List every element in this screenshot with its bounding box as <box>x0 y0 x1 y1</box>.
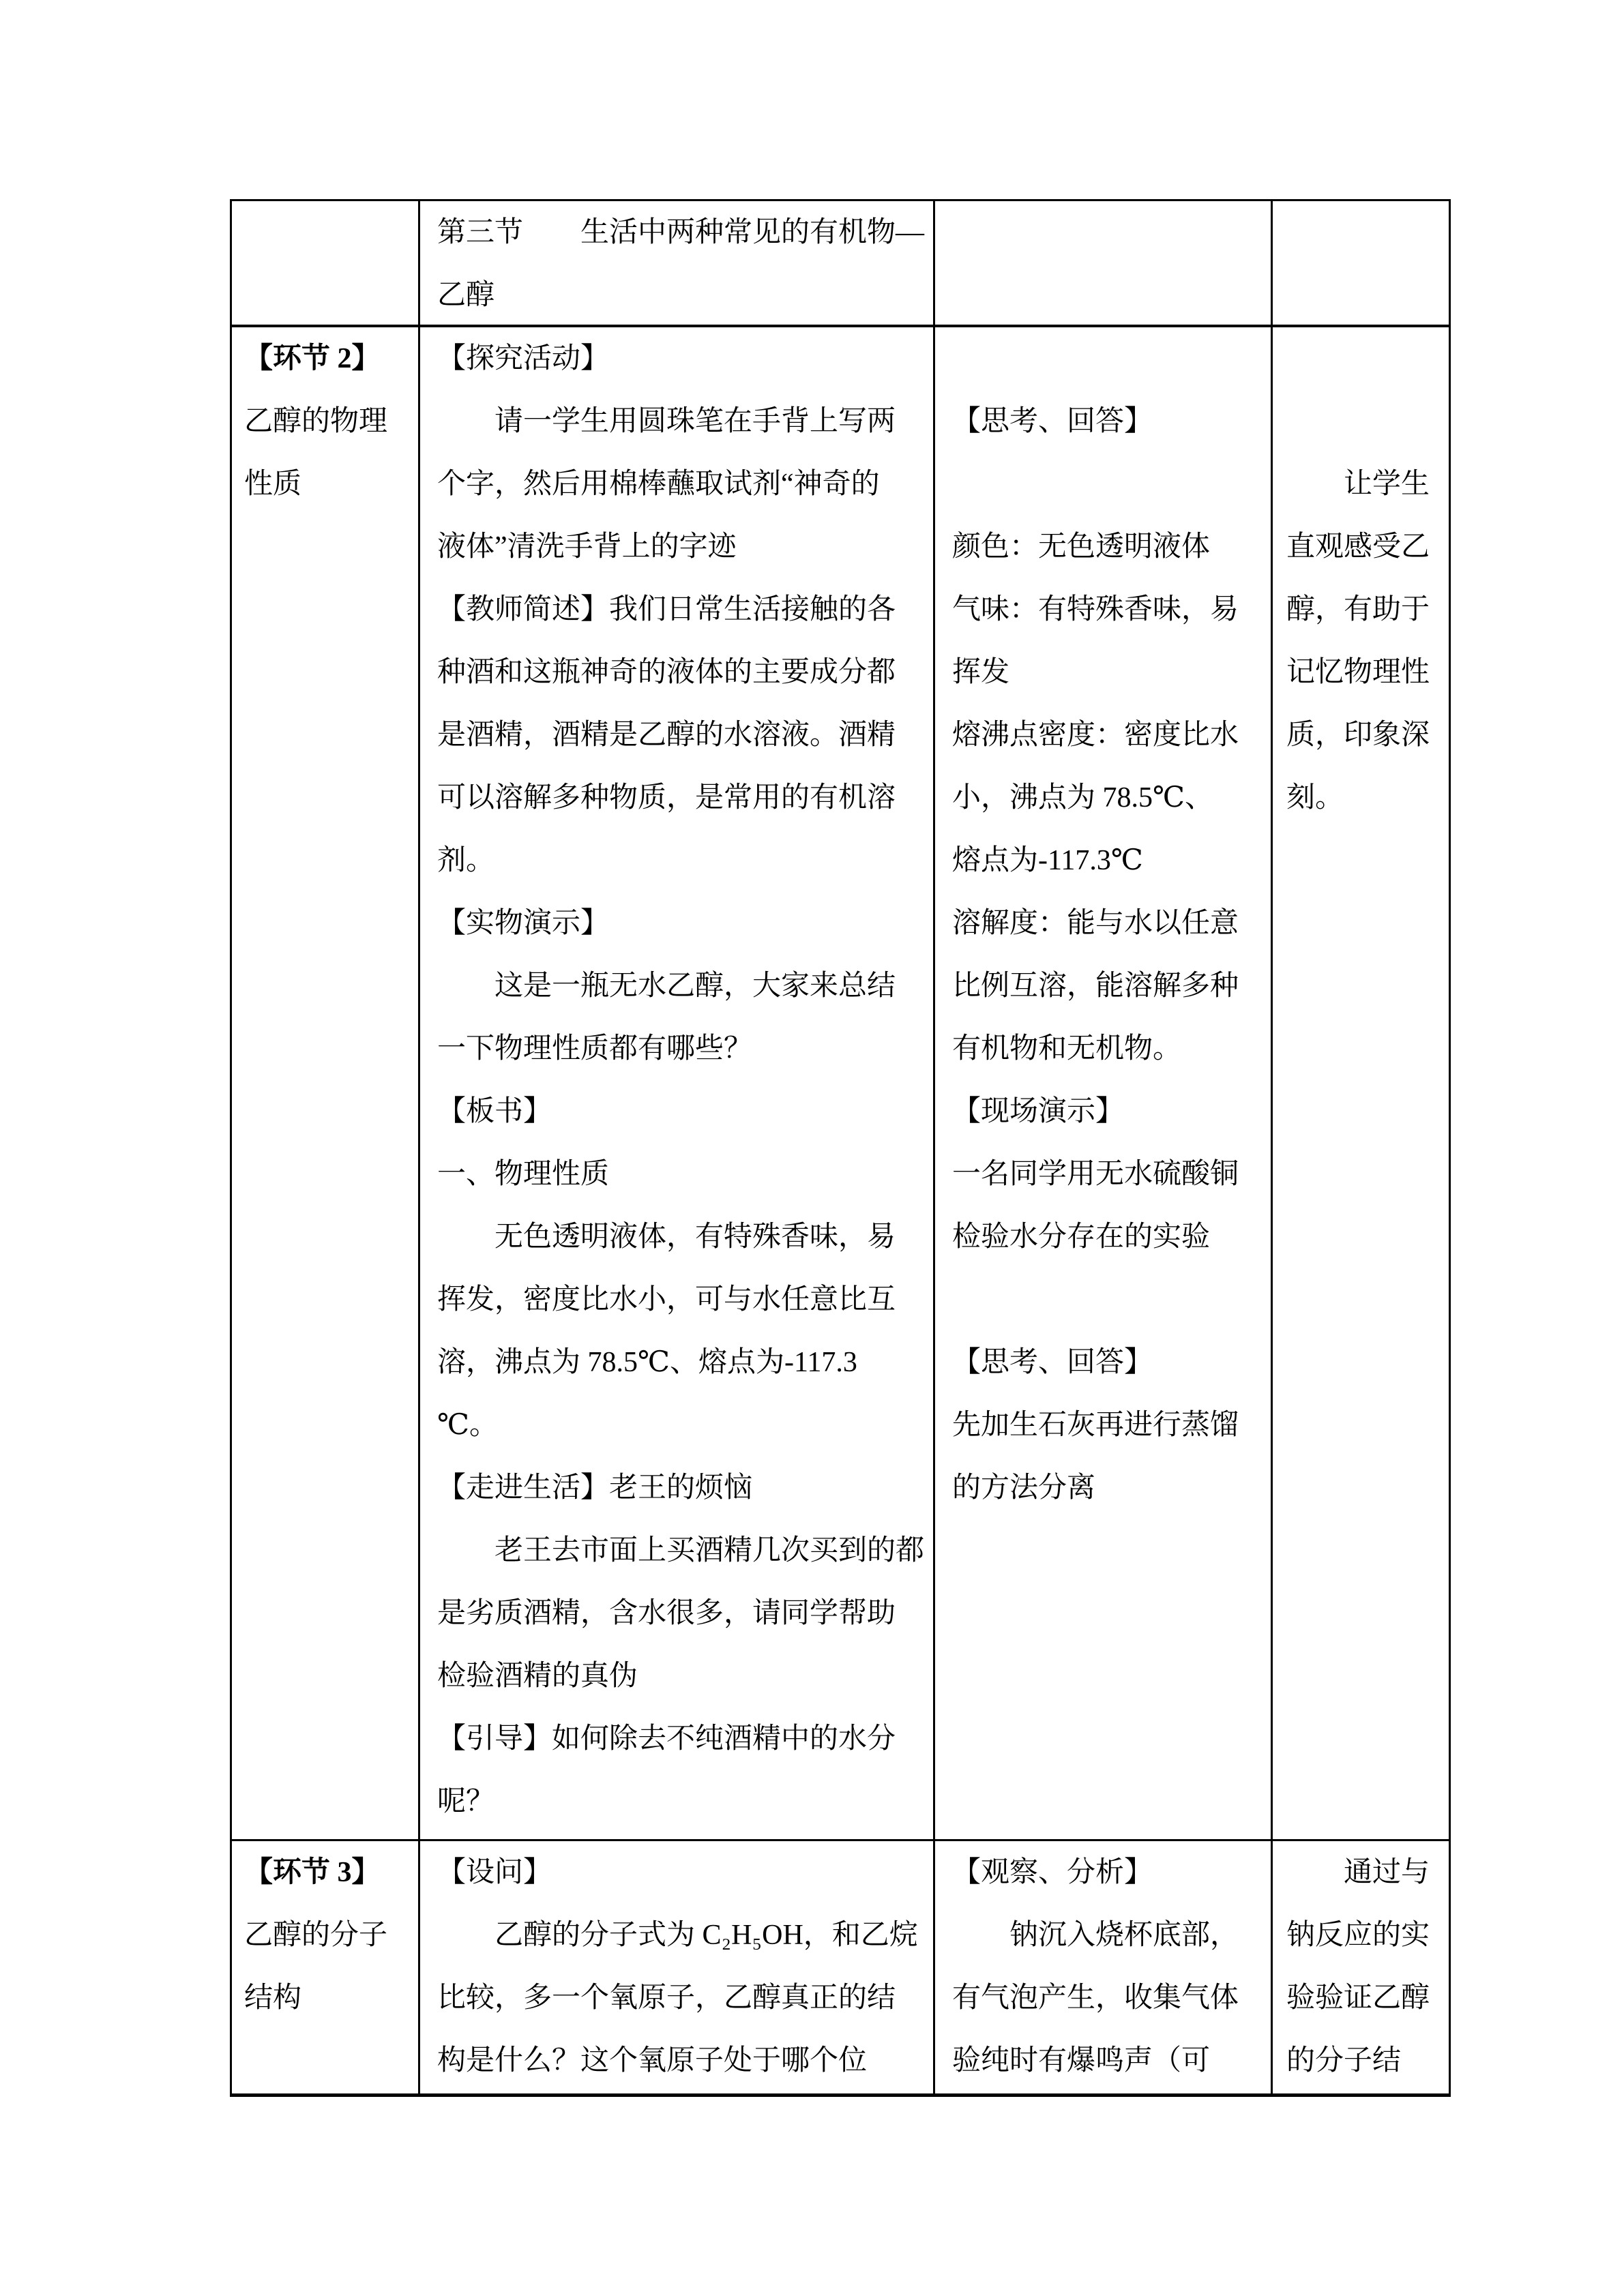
text-line: 可以溶解多种物质，是常用的有机溶 <box>437 782 896 814</box>
text-line: 比例互溶，能溶解多种 <box>952 970 1239 1002</box>
text-line: 气味：有特殊香味，易 <box>952 594 1239 625</box>
text-line: 验纯时有爆鸣声（可 <box>952 2045 1211 2076</box>
text-line: 【探究活动】 <box>437 343 610 374</box>
text-line: 性质 <box>244 468 302 500</box>
text-line: 小，沸点为 78.5℃、 <box>952 782 1213 814</box>
text-line: 先加生石灰再进行蒸馏 <box>952 1410 1239 1441</box>
text-line: 第三节 生活中两种常见的有机物— <box>437 217 925 248</box>
text-line: 溶，沸点为 78.5℃、熔点为-117.3 <box>437 1347 857 1378</box>
text-line: 老王去市面上买酒精几次买到的都 <box>437 1535 925 1566</box>
cell-row1-col4 <box>1273 201 1451 327</box>
text-line: 【思考、回答】 <box>952 406 1153 437</box>
text-line: 比较，多一个氧原子，乙醇真正的结 <box>437 1982 896 2014</box>
text-line: 请一学生用圆珠笔在手背上写两 <box>437 406 896 437</box>
text-line <box>952 327 1263 390</box>
text-line <box>952 1268 1263 1331</box>
text-line: ℃。 <box>437 1410 498 1441</box>
text-line: 挥发，密度比水小，可与水任意比互 <box>437 1284 896 1315</box>
text-line: 刻。 <box>1286 782 1344 814</box>
text-line: 乙醇的分子 <box>244 1920 388 1951</box>
text-line: 呢？ <box>437 1786 495 1817</box>
text-line: 颜色：无色透明液体 <box>952 531 1211 563</box>
text-line: 【思考、回答】 <box>952 1347 1153 1378</box>
text-line: 验验证乙醇 <box>1286 1982 1430 2014</box>
text-line: 有机物和无机物。 <box>952 1033 1182 1064</box>
text-line: 液体”清洗手背上的字迹 <box>437 531 737 563</box>
text-line: 钠沉入烧杯底部， <box>952 1920 1239 1951</box>
cell-stage2-design-intent <box>1273 327 1451 1841</box>
text-line: 是酒精，酒精是乙醇的水溶液。酒精 <box>437 719 896 751</box>
text-line: 【环节 2】 <box>244 343 381 374</box>
text-line: 溶解度：能与水以任意 <box>952 908 1239 939</box>
cell-stage2-teacher-activity <box>420 327 935 1841</box>
text-line <box>1286 327 1441 390</box>
text-line: 直观感受乙 <box>1286 531 1430 563</box>
text-line: 一名同学用无水硫酸铜 <box>952 1159 1239 1190</box>
text-line: 无色透明液体，有特殊香味，易 <box>437 1221 896 1253</box>
cell-stage3-teacher-activity <box>420 1841 935 2097</box>
text-line: 检验水分存在的实验 <box>952 1221 1211 1253</box>
text-line: 熔点为-117.3℃ <box>952 845 1143 876</box>
text-line: 挥发 <box>952 657 1010 688</box>
text-line: 【实物演示】 <box>437 908 610 939</box>
text-line <box>1286 390 1441 453</box>
text-line: 【观察、分析】 <box>952 1857 1153 1888</box>
text-line: 有气泡产生，收集气体 <box>952 1982 1239 2014</box>
cell-stage2-student-activity <box>935 327 1273 1841</box>
text-line: 熔沸点密度：密度比水 <box>952 719 1239 751</box>
text-line: 【设问】 <box>437 1857 552 1888</box>
text-line: 的方法分离 <box>952 1472 1096 1504</box>
text-line: 【教师简述】我们日常生活接触的各 <box>437 594 896 625</box>
text-line: 个字，然后用棉棒蘸取试剂“神奇的 <box>437 468 880 500</box>
text-line: 通过与 <box>1286 1857 1430 1888</box>
cell-row1-title <box>420 201 935 327</box>
text-line: 【引导】如何除去不纯酒精中的水分 <box>437 1723 896 1755</box>
text-line: 是劣质酒精，含水很多，请同学帮助 <box>437 1598 896 1629</box>
cell-row1-col1 <box>232 201 420 327</box>
text-line: 剂。 <box>437 845 495 876</box>
text-line: 钠反应的实 <box>1286 1920 1430 1951</box>
cell-stage2-label <box>232 327 420 1841</box>
cell-stage3-label <box>232 1841 420 2097</box>
text-line: 记忆物理性 <box>1286 657 1430 688</box>
text-line: 乙醇的物理 <box>244 406 388 437</box>
text-line: 的分子结 <box>1286 2045 1402 2076</box>
text-line: 乙醇 <box>437 280 495 311</box>
text-line: 醇，有助于 <box>1286 594 1430 625</box>
text-line: 【板书】 <box>437 1096 552 1127</box>
text-line: 检验酒精的真伪 <box>437 1660 638 1692</box>
text-line <box>952 453 1263 516</box>
text-line: 让学生 <box>1286 468 1430 500</box>
text-line: 【走进生活】老王的烦恼 <box>437 1472 753 1504</box>
lesson-plan-table <box>230 199 1451 2097</box>
text-line: 种酒和这瓶神奇的液体的主要成分都 <box>437 657 896 688</box>
text-line: 结构 <box>244 1982 302 2014</box>
cell-row1-col3 <box>935 201 1273 327</box>
text-line: 一下物理性质都有哪些？ <box>437 1033 753 1064</box>
cell-stage3-student-activity <box>935 1841 1273 2097</box>
text-line: 【现场演示】 <box>952 1096 1125 1127</box>
text-line: 乙醇的分子式为 C₂H₅OH，和乙烷 <box>437 1920 918 1951</box>
text-line: 【环节 3】 <box>244 1857 381 1888</box>
text-line: 质，印象深 <box>1286 719 1430 751</box>
text-line: 一、物理性质 <box>437 1159 610 1190</box>
cell-stage3-design-intent <box>1273 1841 1451 2097</box>
text-line: 这是一瓶无水乙醇，大家来总结 <box>437 970 896 1002</box>
text-line: 构是什么？这个氧原子处于哪个位 <box>437 2045 868 2076</box>
